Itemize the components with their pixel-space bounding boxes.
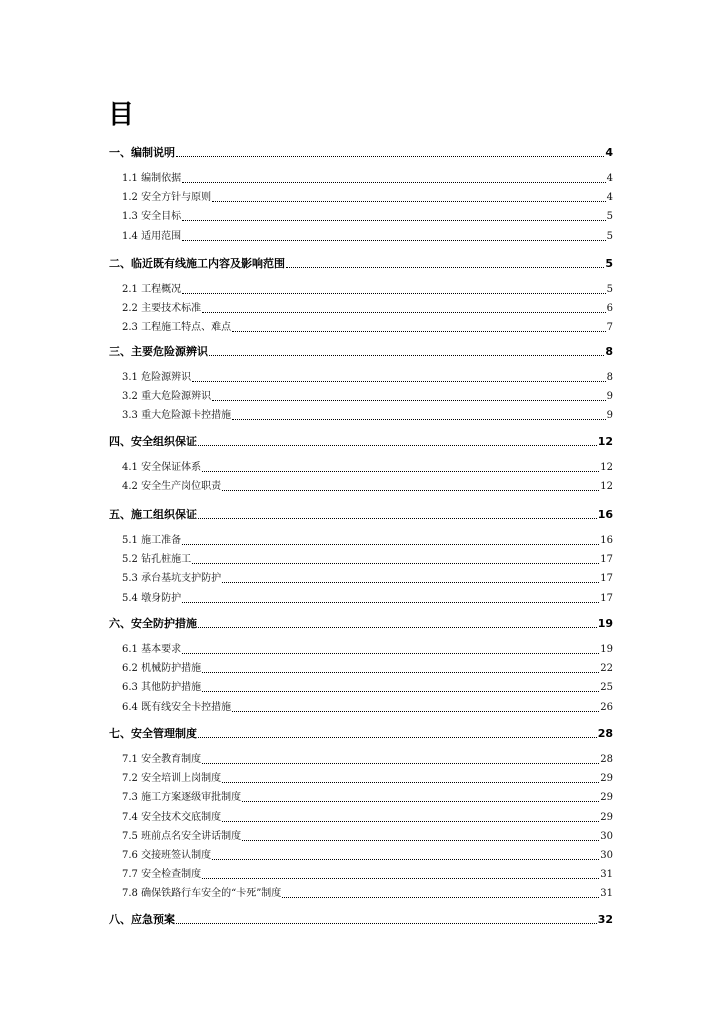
toc-section-label: 四、安全组织保证 — [109, 435, 197, 448]
toc-page-number: 4 — [606, 192, 613, 204]
toc-page-number: 5 — [606, 230, 613, 242]
toc-page-number: 29 — [600, 792, 613, 804]
toc-item-label: 3.3 重大危险源卡控措施 — [122, 410, 232, 422]
toc-page-number: 8 — [605, 345, 613, 358]
toc-leader-dots — [182, 182, 606, 183]
toc-leader-dots — [222, 582, 599, 583]
toc-leader-dots — [198, 445, 597, 446]
toc-item-entry[interactable] — [122, 552, 613, 568]
toc-item-entry[interactable] — [122, 848, 613, 864]
toc-section-entry[interactable] — [109, 434, 613, 450]
toc-leader-dots — [182, 544, 599, 545]
toc-item-label: 1.1 编制依据 — [122, 173, 182, 184]
toc-leader-dots — [182, 220, 606, 221]
toc-item-label: 2.1 工程概况 — [122, 284, 182, 295]
toc-item-label: 1.2 安全方针与原则 — [122, 192, 212, 204]
toc-item-entry[interactable] — [122, 790, 613, 806]
toc-section-entry[interactable] — [109, 726, 613, 742]
toc-item-label: 5.3 承台基坑支护防护 — [122, 573, 222, 585]
toc-page-number: 29 — [600, 773, 613, 785]
toc-page-number: 4 — [606, 173, 613, 184]
toc-page-number: 22 — [600, 663, 613, 675]
toc-leader-dots — [232, 711, 599, 712]
toc-item-label: 7.6 交接班签认制度 — [122, 850, 212, 861]
toc-item-label: 4.2 安全生产岗位职责 — [122, 481, 222, 493]
toc-leader-dots — [192, 381, 606, 382]
toc-page-number: 17 — [600, 592, 613, 604]
toc-page-number: 7 — [606, 322, 613, 334]
toc-section-entry[interactable] — [109, 256, 613, 272]
toc-leader-dots — [202, 691, 599, 692]
toc-item-entry[interactable] — [122, 370, 613, 386]
toc-item-entry[interactable] — [122, 886, 613, 902]
toc-page-number: 29 — [600, 811, 613, 823]
toc-item-label: 7.2 安全培训上岗制度 — [122, 773, 222, 785]
toc-item-entry[interactable] — [122, 829, 613, 845]
toc-page-number: 31 — [600, 888, 613, 900]
toc-leader-dots — [202, 471, 599, 472]
toc-page-number: 8 — [606, 372, 613, 383]
toc-leader-dots — [198, 518, 597, 519]
toc-item-entry[interactable] — [122, 282, 613, 298]
toc-item-label: 7.1 安全教育制度 — [122, 754, 202, 765]
toc-section-label: 一、编制说明 — [109, 146, 175, 159]
toc-section-label: 三、主要危险源辨识 — [109, 345, 208, 358]
toc-item-entry[interactable] — [122, 591, 613, 607]
toc-page-number: 9 — [606, 410, 613, 422]
toc-item-entry[interactable] — [122, 810, 613, 826]
toc-item-label: 1.3 安全目标 — [122, 211, 182, 223]
toc-leader-dots — [242, 801, 599, 802]
toc-leader-dots — [182, 293, 606, 294]
toc-leader-dots — [198, 627, 597, 628]
toc-leader-dots — [222, 490, 599, 491]
toc-leader-dots — [232, 331, 606, 332]
toc-page-number: 31 — [600, 869, 613, 881]
toc-item-label: 5.4 墩身防护 — [122, 592, 182, 604]
toc-item-entry[interactable] — [122, 661, 613, 677]
toc-leader-dots — [192, 563, 599, 564]
toc-leader-dots — [212, 201, 606, 202]
toc-page-number: 12 — [597, 435, 613, 448]
toc-item-label: 7.3 施工方案逐级审批制度 — [122, 792, 242, 804]
toc-item-label: 2.3 工程施工特点、难点 — [122, 322, 232, 334]
toc-item-label: 7.8 确保铁路行车安全的“卡死”制度 — [122, 888, 282, 900]
toc-leader-dots — [202, 672, 599, 673]
toc-leader-dots — [176, 156, 604, 157]
toc-item-label: 4.1 安全保证体系 — [122, 462, 202, 473]
toc-item-entry[interactable] — [122, 209, 613, 225]
toc-item-label: 7.7 安全检查制度 — [122, 869, 202, 881]
toc-section-label: 七、安全管理制度 — [109, 727, 197, 740]
toc-title: 目 — [108, 100, 135, 130]
toc-page-number: 12 — [600, 481, 613, 493]
toc-page-number: 5 — [606, 211, 613, 223]
toc-item-entry[interactable] — [122, 460, 613, 476]
toc-page-number: 12 — [600, 462, 613, 473]
toc-leader-dots — [232, 419, 606, 420]
toc-item-entry[interactable] — [122, 479, 613, 495]
toc-leader-dots — [182, 602, 599, 603]
toc-item-entry[interactable] — [122, 752, 613, 768]
toc-page-number: 26 — [600, 701, 613, 713]
toc-item-label: 7.4 安全技术交底制度 — [122, 811, 222, 823]
toc-page-number: 25 — [600, 682, 613, 694]
toc-page-number: 5 — [606, 284, 613, 295]
toc-leader-dots — [212, 400, 606, 401]
toc-leader-dots — [202, 878, 599, 879]
toc-item-entry[interactable] — [122, 642, 613, 658]
toc-leader-dots — [222, 821, 599, 822]
toc-section-label: 八、应急预案 — [109, 913, 175, 926]
toc-leader-dots — [242, 840, 599, 841]
toc-leader-dots — [286, 267, 604, 268]
toc-item-entry[interactable] — [122, 408, 613, 424]
toc-leader-dots — [202, 312, 606, 313]
toc-section-entry[interactable] — [109, 616, 613, 632]
toc-item-label: 6.4 既有线安全卡控措施 — [122, 701, 232, 713]
toc-page-number: 30 — [600, 830, 613, 842]
toc-page-number: 9 — [606, 391, 613, 403]
toc-item-entry[interactable] — [122, 533, 613, 549]
toc-page-number: 4 — [605, 146, 613, 159]
toc-page-number: 17 — [600, 554, 613, 566]
toc-item-entry[interactable] — [122, 320, 613, 336]
toc-page-number: 28 — [600, 754, 613, 765]
toc-leader-dots — [202, 763, 599, 764]
toc-item-entry[interactable] — [122, 171, 613, 187]
toc-section-entry[interactable] — [109, 912, 613, 928]
toc-item-label: 5.1 施工准备 — [122, 535, 182, 546]
toc-item-entry[interactable] — [122, 680, 613, 696]
toc-leader-dots — [176, 923, 597, 924]
toc-item-entry[interactable] — [122, 229, 613, 245]
toc-item-label: 6.3 其他防护措施 — [122, 682, 202, 694]
toc-page-number: 32 — [597, 913, 613, 926]
toc-page-number: 5 — [605, 257, 613, 270]
toc-item-label: 3.2 重大危险源辨识 — [122, 391, 212, 403]
toc-item-label: 7.5 班前点名安全讲话制度 — [122, 830, 242, 842]
toc-leader-dots — [198, 737, 597, 738]
toc-item-entry[interactable] — [122, 301, 613, 317]
toc-section-entry[interactable] — [109, 507, 613, 523]
toc-item-label: 5.2 钻孔桩施工 — [122, 554, 192, 566]
toc-page-number: 30 — [600, 850, 613, 861]
toc-item-label: 6.1 基本要求 — [122, 644, 182, 655]
toc-page-number: 28 — [597, 727, 613, 740]
toc-item-entry[interactable] — [122, 190, 613, 206]
toc-item-entry[interactable] — [122, 389, 613, 405]
toc-leader-dots — [282, 897, 599, 898]
toc-item-entry[interactable] — [122, 571, 613, 587]
toc-item-label: 1.4 适用范围 — [122, 230, 182, 242]
toc-leader-dots — [222, 782, 599, 783]
toc-item-label: 2.2 主要技术标准 — [122, 303, 202, 315]
toc-leader-dots — [209, 355, 604, 356]
toc-page-number: 16 — [597, 508, 613, 521]
toc-item-label: 6.2 机械防护措施 — [122, 663, 202, 675]
toc-leader-dots — [212, 859, 599, 860]
toc-item-entry[interactable] — [122, 771, 613, 787]
toc-section-label: 二、临近既有线施工内容及影响范围 — [109, 257, 285, 270]
toc-page-number: 16 — [600, 535, 613, 546]
toc-item-entry[interactable] — [122, 867, 613, 883]
toc-section-entry[interactable] — [109, 145, 613, 161]
toc-page-number: 6 — [606, 303, 613, 315]
toc-section-label: 五、施工组织保证 — [109, 508, 197, 521]
toc-leader-dots — [182, 240, 606, 241]
toc-section-label: 六、安全防护措施 — [109, 617, 197, 630]
toc-item-entry[interactable] — [122, 700, 613, 716]
toc-leader-dots — [182, 653, 599, 654]
toc-page-number: 19 — [597, 617, 613, 630]
toc-page-number: 19 — [600, 644, 613, 655]
toc-section-entry[interactable] — [109, 344, 613, 360]
toc-page-number: 17 — [600, 573, 613, 585]
toc-item-label: 3.1 危险源辨识 — [122, 372, 192, 383]
